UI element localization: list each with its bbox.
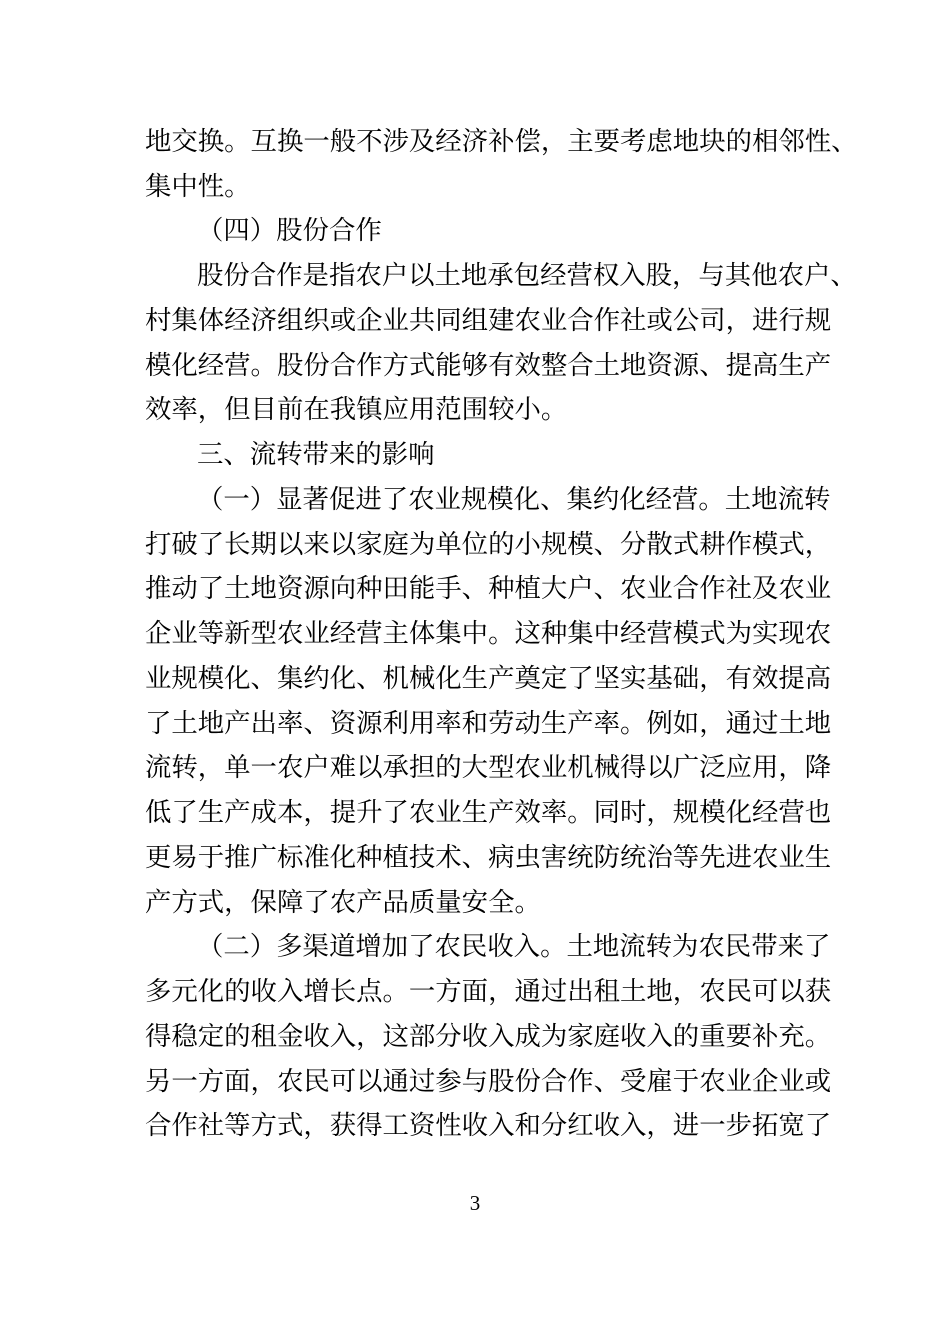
text-line: 多元化的收入增长点。一方面，通过出租土地，农民可以获 bbox=[145, 976, 832, 1007]
text-line: 推动了土地资源向种田能手、种植大户、农业合作社及农业 bbox=[145, 573, 832, 604]
text-line: 效率，但目前在我镇应用范围较小。 bbox=[145, 394, 568, 425]
text-line: 更易于推广标准化种植技术、病虫害统防统治等先进农业生 bbox=[145, 842, 832, 873]
text-line: 合作社等方式，获得工资性收入和分红收入，进一步拓宽了 bbox=[145, 1110, 832, 1141]
text-line: 得稳定的租金收入，这部分收入成为家庭收入的重要补充。 bbox=[145, 1021, 832, 1052]
text-line: 模化经营。股份合作方式能够有效整合土地资源、提高生产 bbox=[145, 350, 832, 381]
text-line: 业规模化、集约化、机械化生产奠定了坚实基础，有效提高 bbox=[145, 663, 832, 694]
text-line: 另一方面，农民可以通过参与股份合作、受雇于农业企业或 bbox=[145, 1066, 832, 1097]
text-line: 了土地产出率、资源利用率和劳动生产率。例如，通过土地 bbox=[145, 708, 832, 739]
text-line: （二）多渠道增加了农民收入。土地流转为农民带来了 bbox=[197, 931, 831, 962]
section-heading: 三、流转带来的影响 bbox=[197, 439, 435, 470]
text-line: 集中性。 bbox=[145, 171, 251, 202]
text-line: 流转，单一农户难以承担的大型农业机械得以广泛应用，降 bbox=[145, 752, 832, 783]
text-line: 股份合作是指农户以土地承包经营权入股，与其他农户、 bbox=[197, 260, 857, 291]
text-line: 地交换。互换一般不涉及经济补偿，主要考虑地块的相邻性、 bbox=[145, 126, 858, 157]
text-line: 企业等新型农业经营主体集中。这种集中经营模式为实现农 bbox=[145, 618, 832, 649]
text-line: 村集体经济组织或企业共同组建农业合作社或公司，进行规 bbox=[145, 305, 832, 336]
section-heading: （四）股份合作 bbox=[197, 215, 382, 246]
text-line: （一）显著促进了农业规模化、集约化经营。土地流转 bbox=[197, 484, 831, 515]
text-line: 打破了长期以来以家庭为单位的小规模、分散式耕作模式， bbox=[145, 529, 832, 560]
text-line: 产方式，保障了农产品质量安全。 bbox=[145, 887, 541, 918]
text-line: 低了生产成本，提升了农业生产效率。同时，规模化经营也 bbox=[145, 797, 832, 828]
page-number: 3 bbox=[469, 1191, 481, 1215]
